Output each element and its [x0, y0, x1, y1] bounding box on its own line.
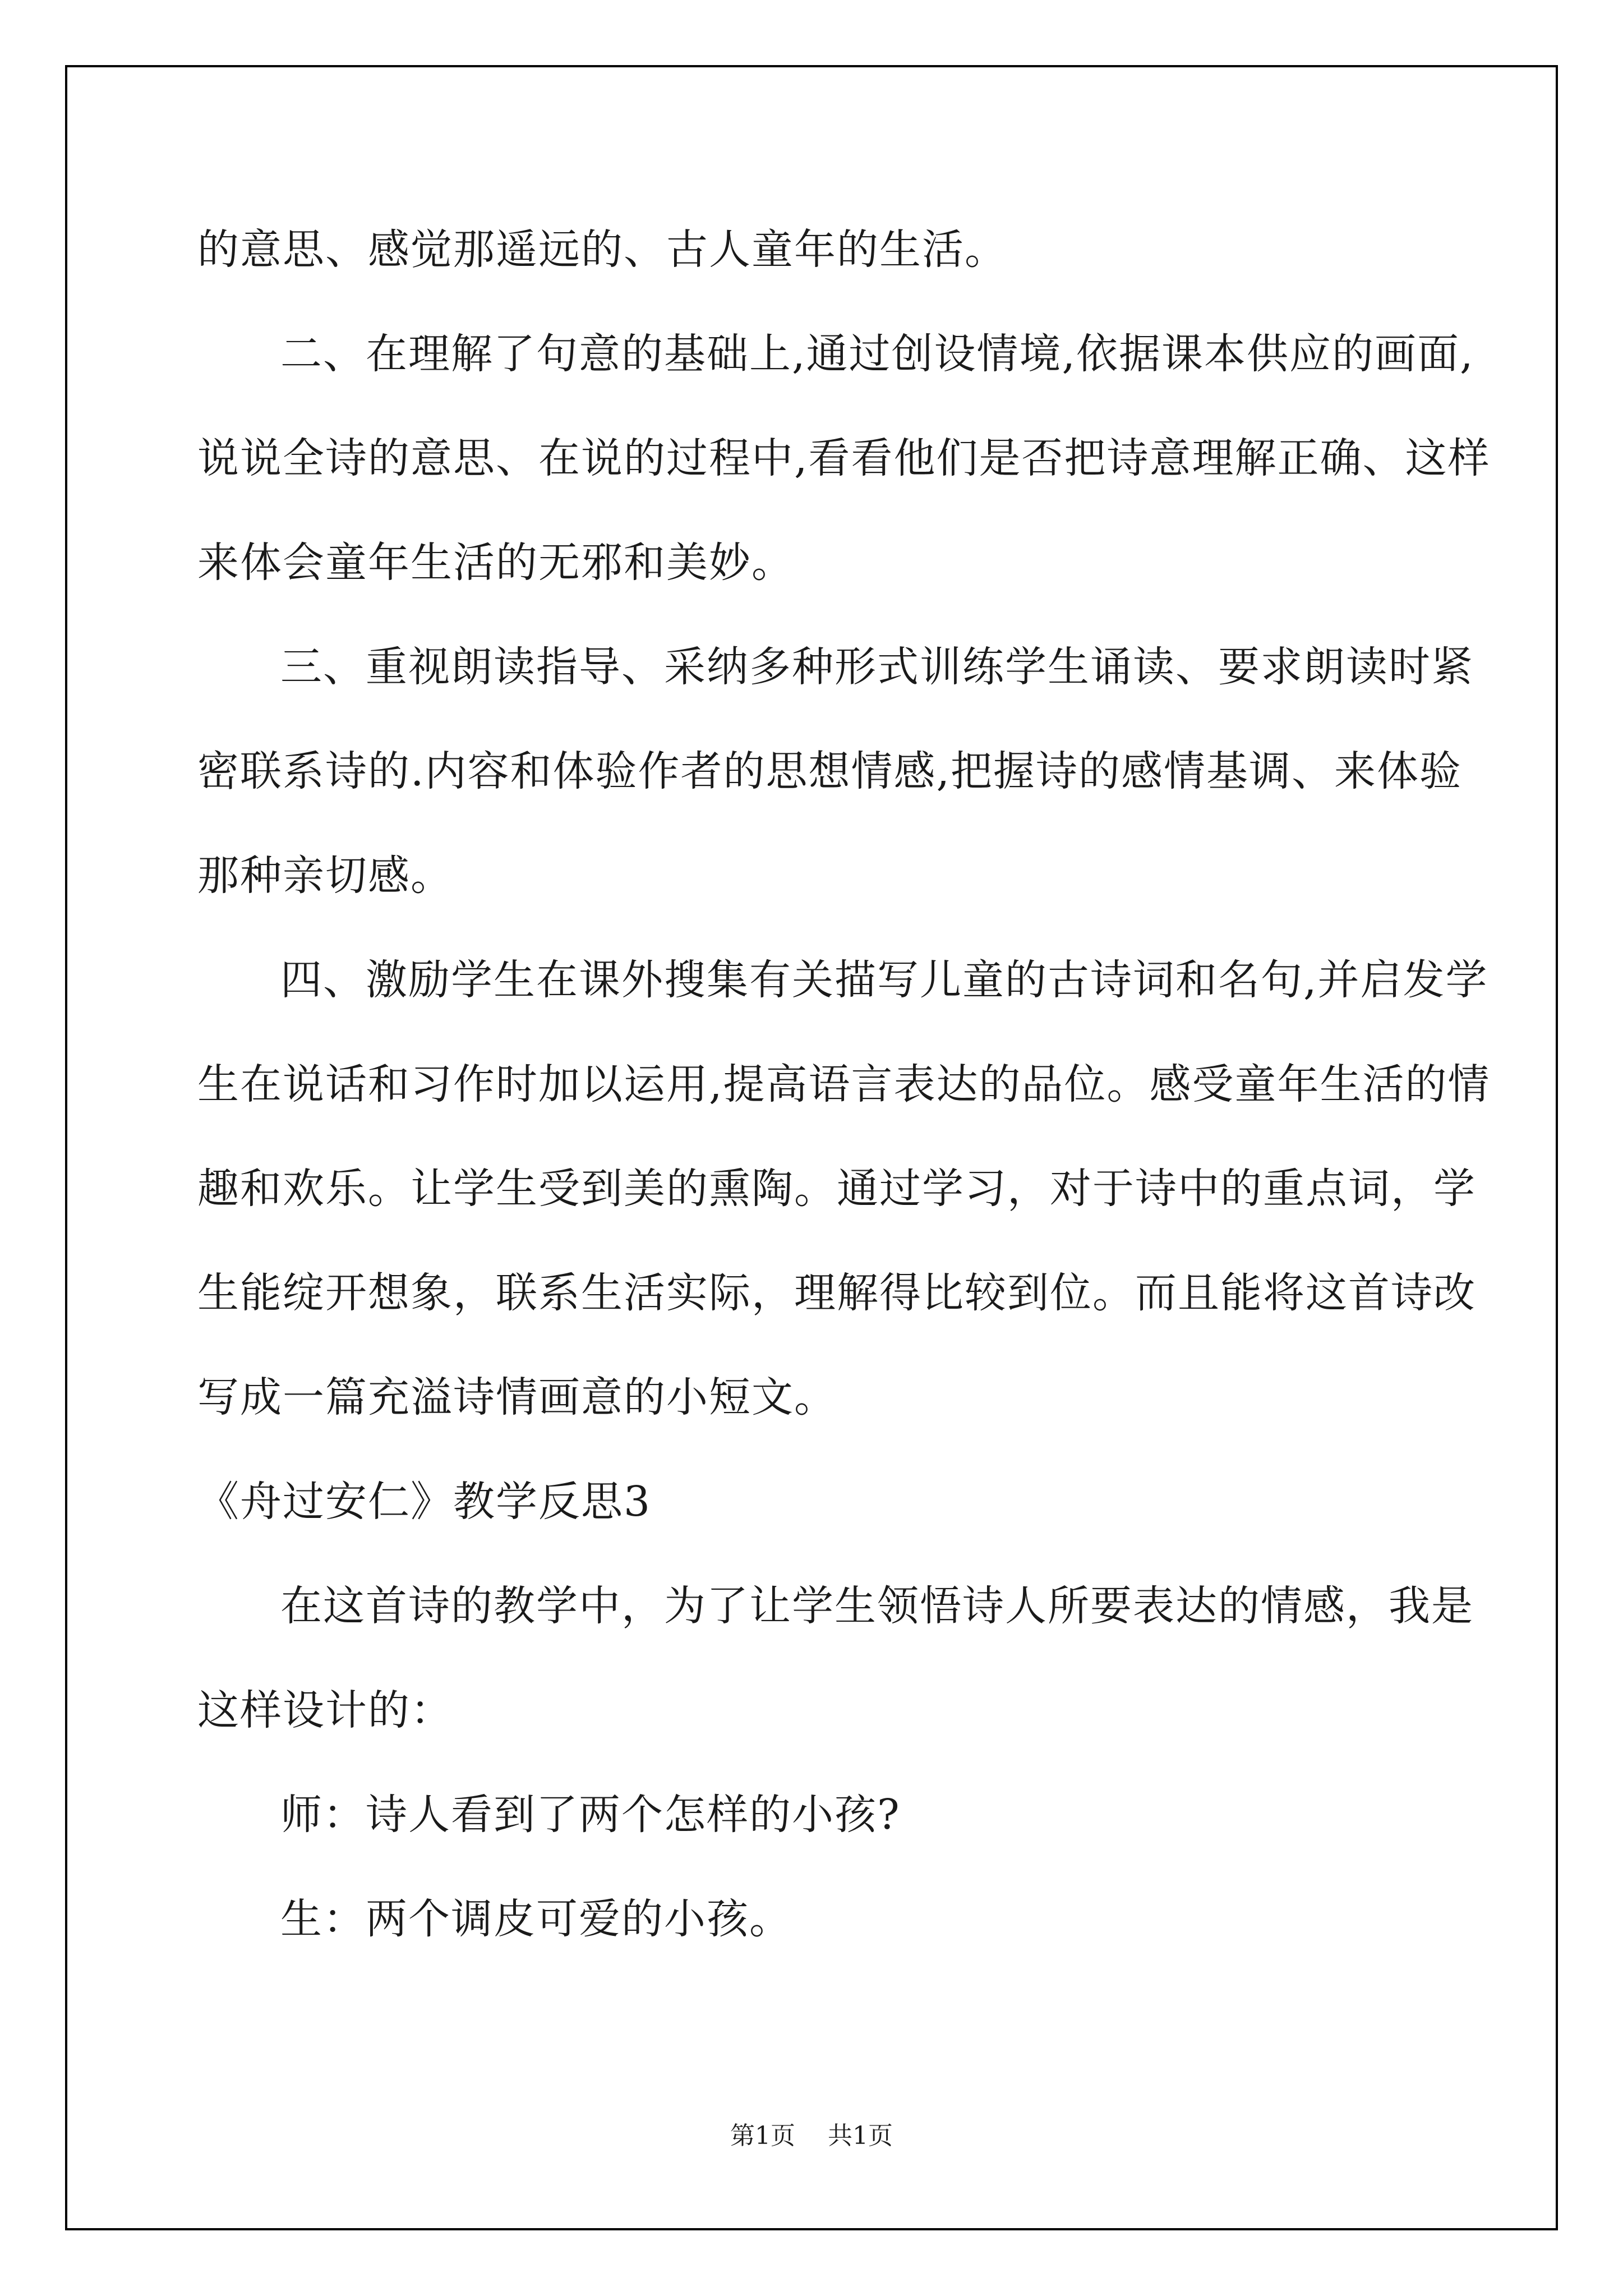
dialogue-line: 生：两个调皮可爱的小孩。 — [280, 1895, 792, 1943]
text-line: 生在说话和习作时加以运用,提高语言表达的品位。感受童年生活的情 — [197, 1060, 1491, 1108]
document-body — [197, 219, 1491, 1993]
page-number: 第1页 — [730, 2122, 795, 2150]
dialogue-line: 师：诗人看到了两个怎样的小孩? — [280, 1791, 901, 1839]
text-line: 来体会童年生活的无邪和美妙。 — [197, 539, 794, 587]
text-line: 说说全诗的意思、在说的过程中,看看他们是否把诗意理解正确、这样 — [197, 434, 1491, 482]
text-line: 生能绽开想象，联系生活实际，理解得比较到位。而且能将这首诗改 — [197, 1269, 1476, 1317]
text-line: 那种亲切感。 — [197, 852, 453, 900]
page-footer — [0, 2119, 1623, 2153]
text-line: 三、重视朗读指导、采纳多种形式训练学生诵读、要求朗读时紧 — [280, 643, 1474, 691]
text-line: 四、激励学生在课外搜集有关描写儿童的古诗词和名句,并启发学 — [280, 956, 1488, 1004]
page-total: 共1页 — [828, 2122, 893, 2150]
text-line: 这样设计的： — [197, 1686, 453, 1734]
text-line: 趣和欢乐。让学生受到美的熏陶。通过学习，对于诗中的重点词，学 — [197, 1165, 1476, 1213]
text-line: 在这首诗的教学中，为了让学生领悟诗人所要表达的情感，我是 — [280, 1582, 1474, 1630]
text-line: 的意思、感觉那遥远的、古人童年的生活。 — [197, 226, 1007, 274]
text-line: 密联系诗的.内容和体验作者的思想情感,把握诗的感情基调、来体验 — [197, 747, 1463, 795]
text-line: 写成一篇充溢诗情画意的小短文。 — [197, 1373, 837, 1421]
section-heading: 《舟过安仁》教学反思3 — [197, 1478, 652, 1526]
text-line: 二、在理解了句意的基础上,通过创设情境,依据课本供应的画面, — [280, 330, 1474, 378]
